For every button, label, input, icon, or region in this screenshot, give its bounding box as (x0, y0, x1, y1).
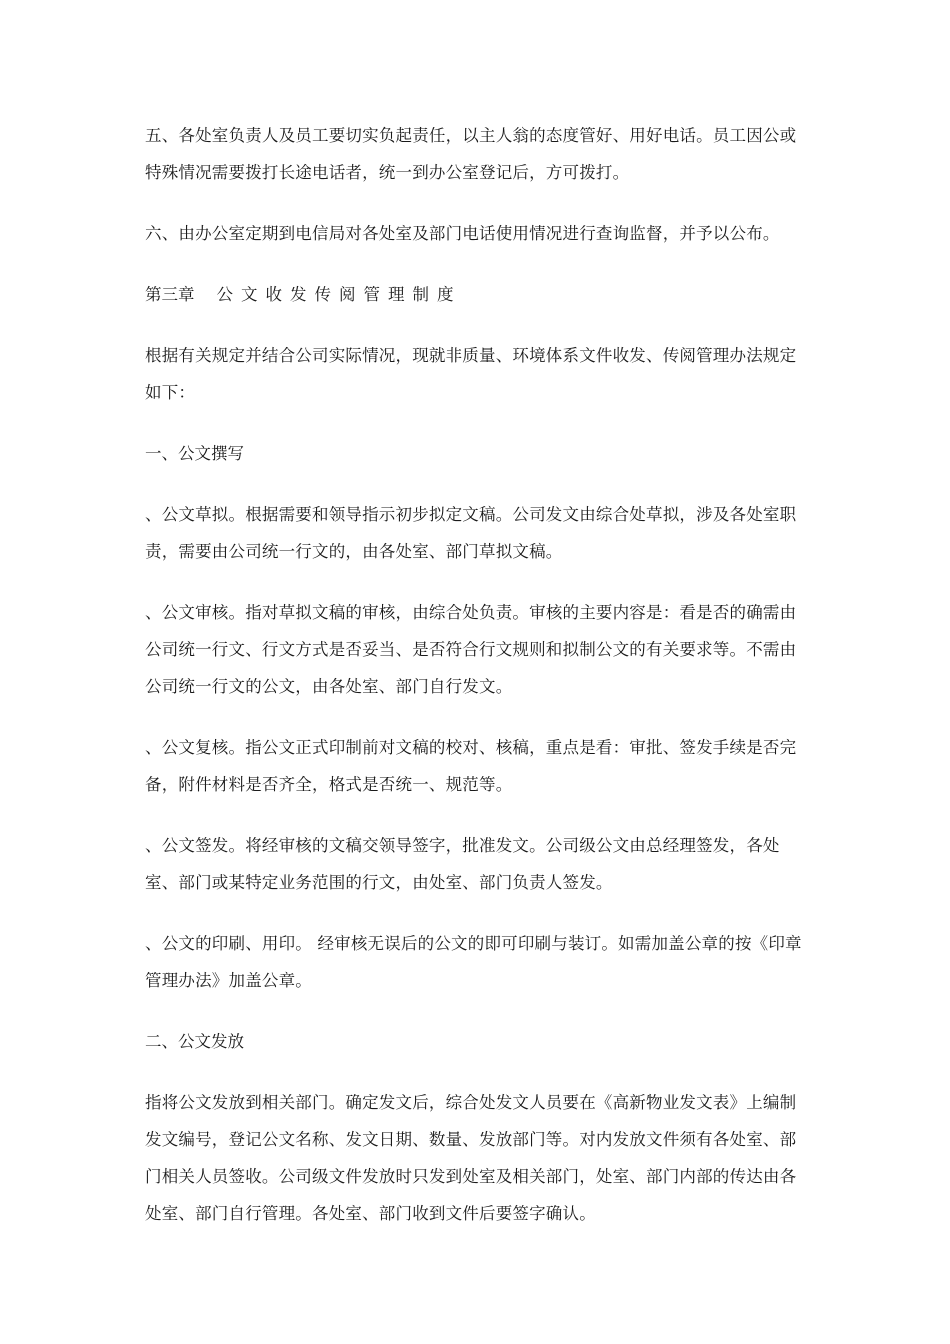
paragraph-item-6: 六、由办公室定期到电信局对各处室及部门电话使用情况进行查询监督，并予以公布。 (145, 224, 780, 243)
list-item-sign: 、公文签发。将经审核的文稿交领导签字，批准发文。公司级公文由总经理签发，各处室、部门或某特定业务范围的行文，由处室、部门负责人签发。 (145, 836, 780, 892)
paragraph-item-5: 五、各处室负责人及员工要切实负起责任，以主人翁的态度管好、用好电话。员工因公或特殊情况需要拨打长途电话者，统一到办公室登记后，方可拨打。 (145, 126, 797, 182)
section-heading-distribution: 二、公文发放 (145, 1032, 244, 1051)
list-item-recheck: 、公文复核。指公文正式印制前对文稿的校对、核稿，重点是看：审批、签发手续是否完备，附件材料是否齐全，格式是否统一、规范等。 (145, 738, 797, 794)
chapter-heading (145, 276, 810, 313)
list-item-print-seal: 、公文的印刷、用印。 经审核无误后的公文的即可印刷与装订。如需加盖公章的按《印章管理办法》加盖公章。 (145, 934, 802, 990)
document-page (145, 117, 810, 1256)
distribution-paragraph: 指将公文发放到相关部门。确定发文后，综合处发文人员要在《高新物业发文表》上编制发文编号，登记公文名称、发文日期、数量、发放部门等。对内发放文件须有各处室、部门相关人员签收。公司级文件发放时只发到处室及相关部门，处室、部门内部的传达由各处室、部门自行管理。各处室、部门收到文件后要签字确认。 (145, 1093, 797, 1223)
chapter-title: 公文收发传阅管理制度 (216, 285, 462, 304)
list-item-drafting: 、公文草拟。根据需要和领导指示初步拟定文稿。公司发文由综合处草拟，涉及各处室职责，需要由公司统一行文的，由各处室、部门草拟文稿。 (145, 505, 797, 561)
intro-paragraph: 根据有关规定并结合公司实际情况，现就非质量、环境体系文件收发、传阅管理办法规定如下： (145, 346, 797, 402)
list-item-review: 、公文审核。指对草拟文稿的审核，由综合处负责。审核的主要内容是：看是否的确需由公司统一行文、行文方式是否妥当、是否符合行文规则和拟制公文的有关要求等。不需由公司统一行文的公文，由各处室、部门自行发文。 (145, 603, 797, 696)
section-heading-drafting: 一、公文撰写 (145, 444, 244, 463)
chapter-label: 第三章 (145, 285, 195, 304)
